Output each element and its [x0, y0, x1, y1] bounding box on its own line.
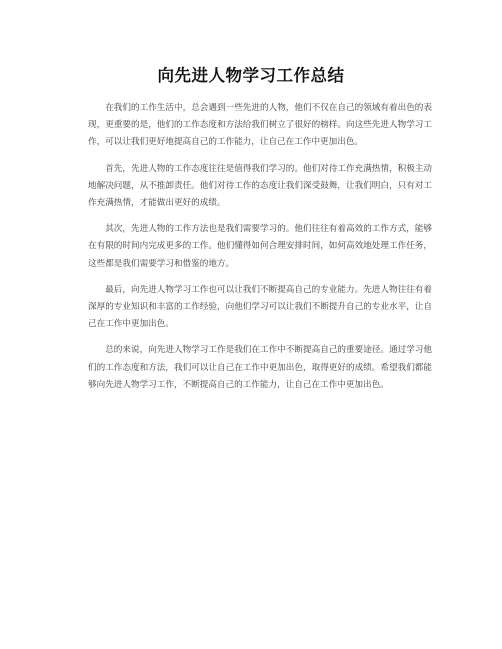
paragraph-5: 总的来说，向先进人物学习工作是我们在工作中不断提高自己的重要途径。通过学习他们的工作态度和方法，我们可以让自己在工作中更加出色，取得更好的成绩。希望我们都能够向先进人物学习工作，不断提高自己的工作能力，让自己在工作中更加出色。	[88, 345, 432, 390]
paragraph-2: 首先，先进人物的工作态度往往是值得我们学习的。他们对待工作充满热情，积极主动地解决问题，从不推卸责任。他们对待工作的态度让我们深受鼓舞，让我们明白，只有对工作充满热情，才能做出更好的成绩。	[88, 163, 432, 209]
paragraph-4: 最后，向先进人物学习工作也可以让我们不断提高自己的专业能力。先进人物往往有着深厚的专业知识和丰富的工作经验，向他们学习可以让我们不断提升自己的专业水平，让自己在工作中更加出色。	[88, 284, 432, 330]
document-title: 向先进人物学习工作总结	[157, 66, 345, 85]
paragraph-3: 其次，先进人物的工作方法也是我们需要学习的。他们往往有着高效的工作方式，能够在有限的时间内完成更多的工作。他们懂得如何合理安排时间，如何高效地处理工作任务，这些都是我们需要学习和借鉴的地方。	[88, 224, 432, 269]
paragraph-1: 在我们的工作生活中，总会遇到一些先进的人物，他们不仅在自己的领域有着出色的表现，更重要的是，他们的工作态度和方法给我们树立了很好的榜样。向这些先进人物学习工作，可以让我们更好地提高自己的工作能力，让自己在工作中更加出色。	[88, 103, 432, 148]
document-body	[88, 100, 432, 403]
